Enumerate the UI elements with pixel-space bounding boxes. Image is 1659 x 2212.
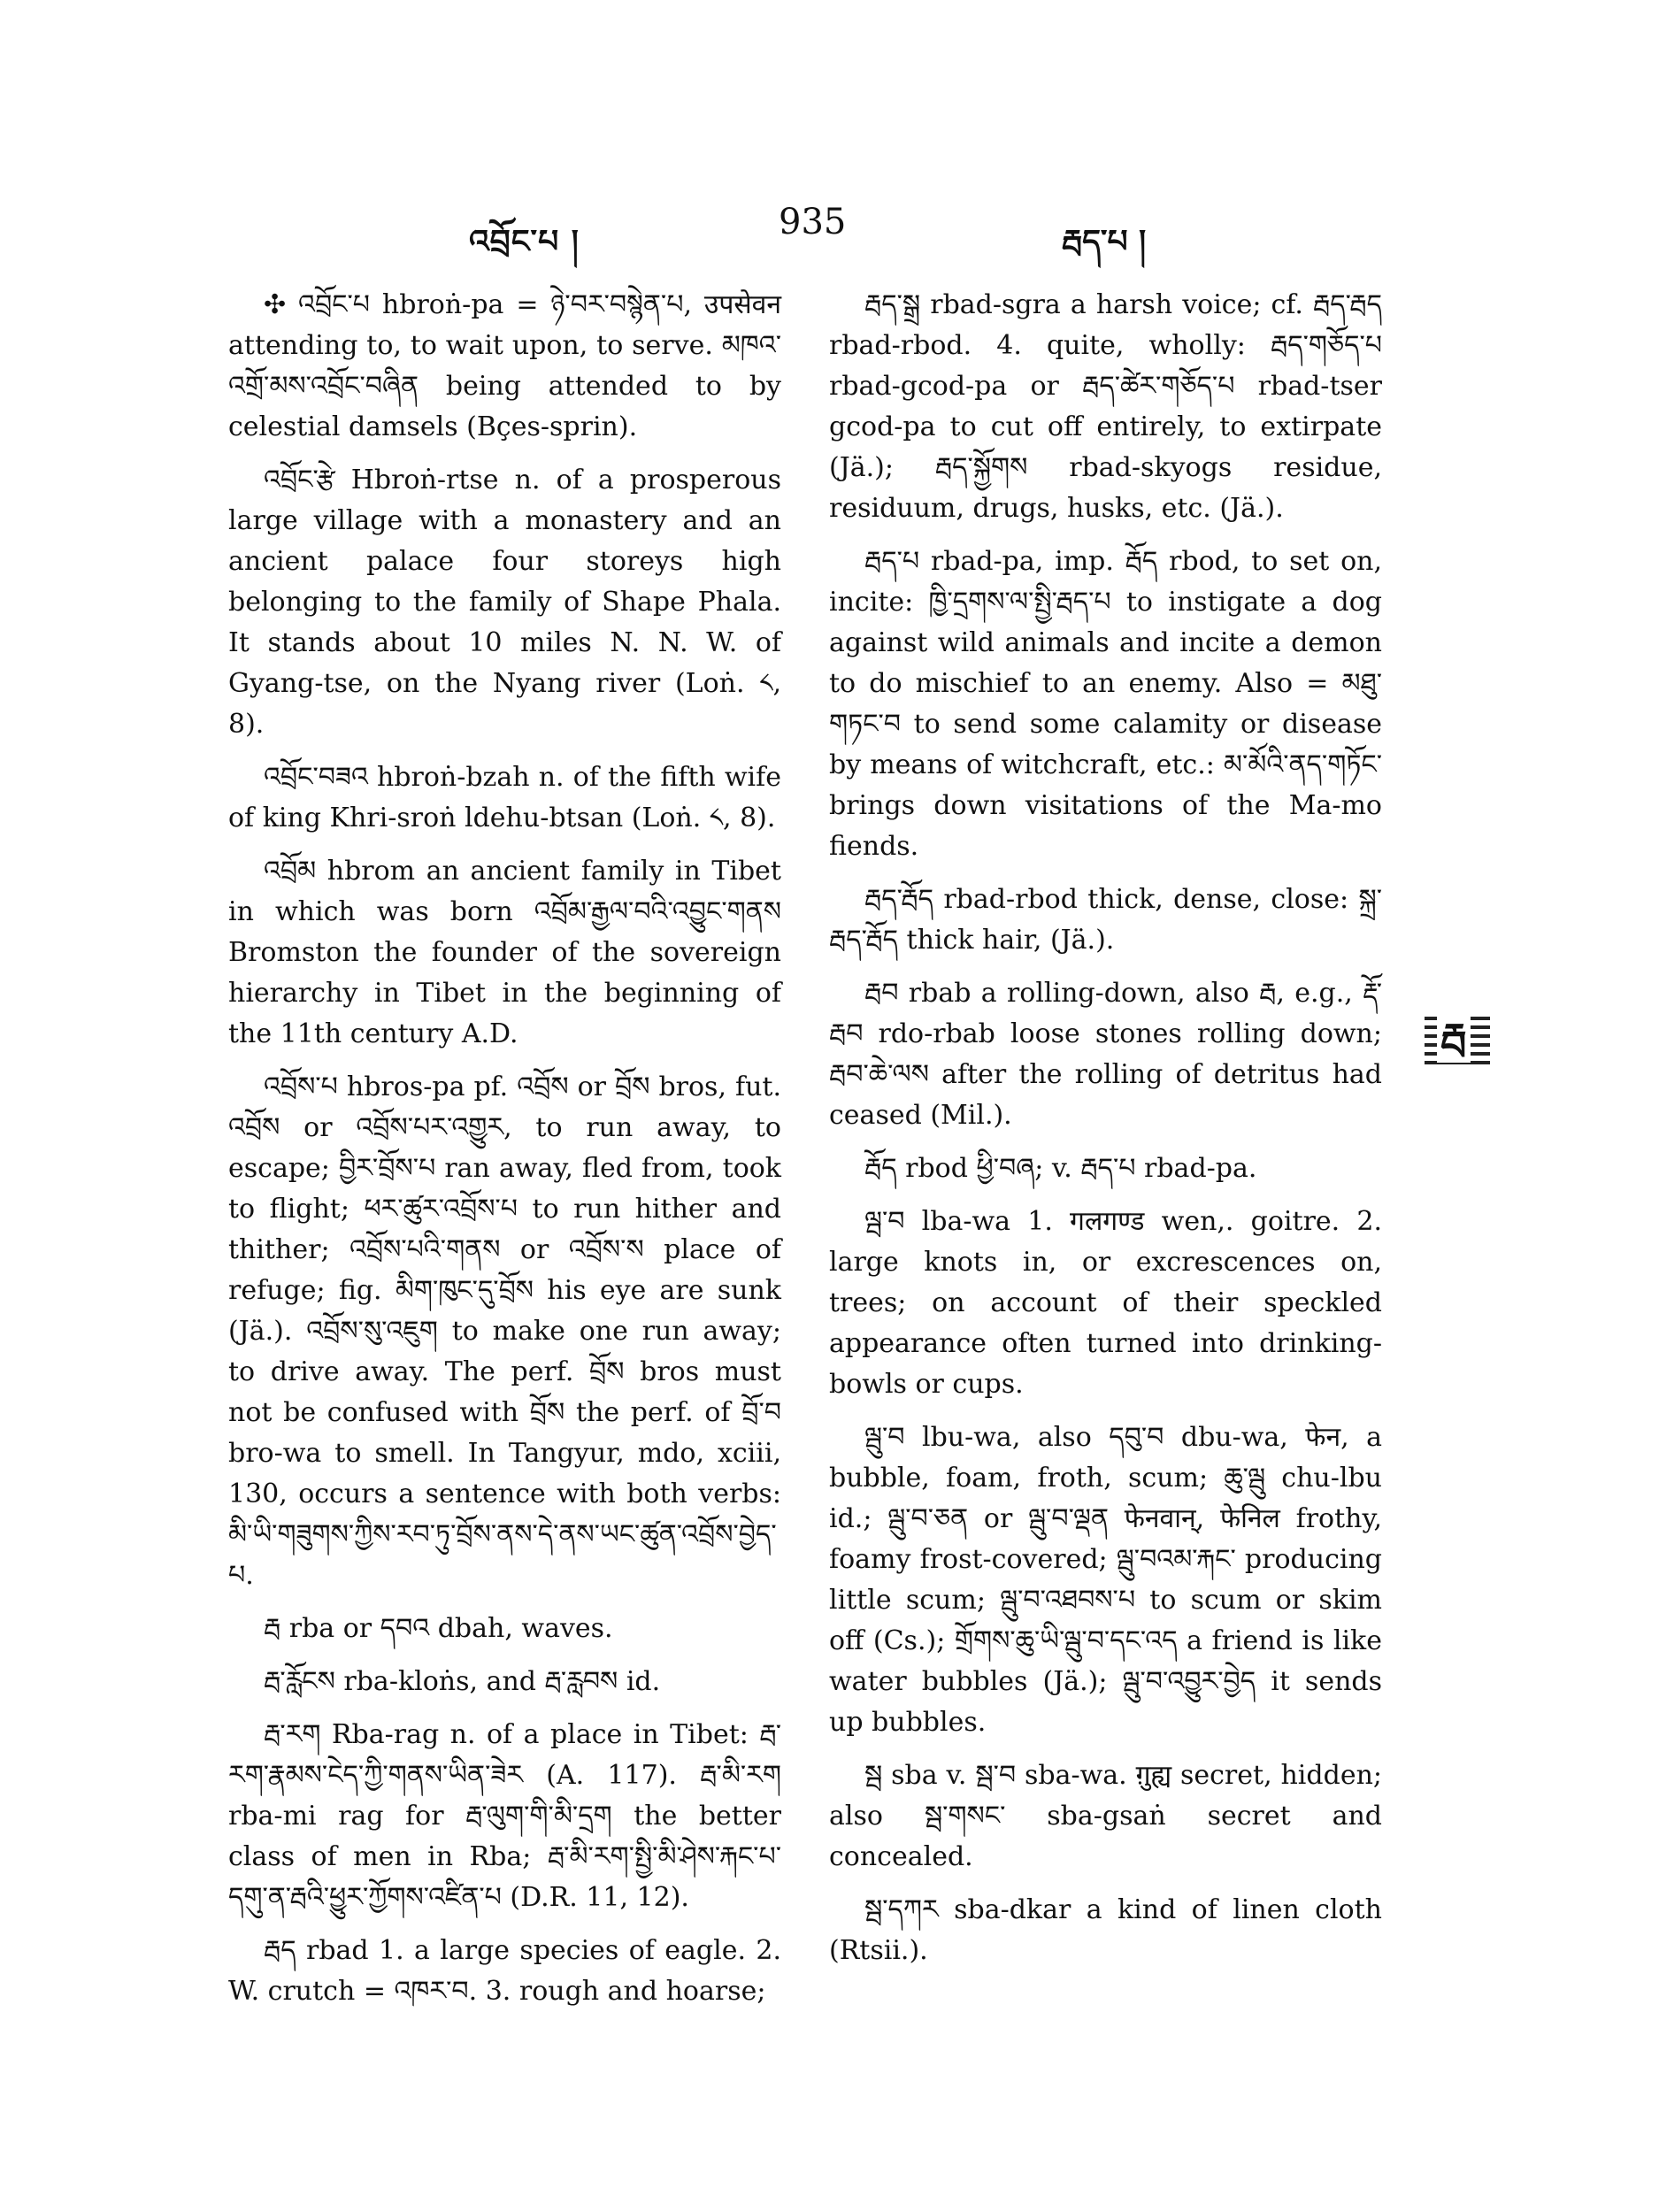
entry-sba: སྦ sba v. སྦ་བ sba-wa. ग़ुह्य secret, hidden; also སྦ་གསང་ sba-gsaṅ secret and concealed. [829, 1760, 1382, 1872]
entry-rbab: རྦབ rbab a rolling-down, also རྦ, e.g., རྡོ་རྦབ rdo-rbab loose stones rolling down; རྦབ་ཆེ་ལས after the rolling of detritus had ceased (Mil.). [829, 978, 1382, 1131]
entry-rbad-continued: རྦད་སྒྲ rbad-sgra a harsh voice; cf. རྦད་རྦད rbad-rbod. 4. quite, wholly: རྦད་གཅོད་པ rbad-gcod-pa or རྦད་ཚེར་གཅོད་པ rbad-tser gcod-pa to cut off entirely, to extirpate (Jä.); རྦད་སྐྱོགས rbad-skyogs residue, residuum, drugs, husks, etc. (Jä.). [829, 289, 1382, 524]
entry-rbad-pa: རྦད་པ rbad-pa, imp. རྦོད rbod, to set on, incite: ཁྱི་དྲགས་ལ་སྤྱི་རྦད་པ to instigate a dog against wild animals and incite a demon to do mischief to an enemy. Also = མཐུ་གཏང་བ to send some calamity or disease by means of witchcraft, etc.: མ་མོའི་ནད་གཏོང་ brings down visitations of the Ma-mo fiends. [829, 546, 1382, 862]
page-header [221, 202, 1416, 260]
entry-lba-wa: ལྦ་བ lba-wa 1. गलगण्ड wen,. goitre. 2. large knots in, or excrescences on, trees; on account of their speckled appearance often turned into drinking-bowls or cups. [829, 1206, 1382, 1400]
entry-sba-dkar: སྦ་དཀར sba-dkar a kind of linen cloth (Rtsii.). [829, 1894, 1382, 1966]
thumb-index-mark [1425, 1013, 1490, 1068]
entry-rba-rag: རྦ་རག Rba-rag n. of a place in Tibet: རྦ་རག་རྣམས་ངེད་ཀྱི་གནས་ཡིན་ཟེར (A. 117). རྦ་མི་རག rba-mi rag for རྦ་ལུག་གི་མི་དྲག the better class of men in Rba; རྦ་མི་རག་སྤྱི་མི་ཤེས་རྐང་པ་དགུ་ན་རྦའི་ཕྱུར་ཀྱོགས་འཛིན་པ (D.R. 11, 12). [228, 1719, 781, 1913]
running-head-left: འབྲོང་པ ། [469, 223, 580, 260]
entry-lbu-wa: ལྦུ་བ lbu-wa, also དབུ་བ dbu-wa, फेन, a bubble, foam, froth, scum; ཆུ་ལྦུ chu-lbu id.; ལྦུ་བ་ཅན or ལྦུ་བ་ལྡན फेनवान्, फेनिल frothy, foamy frost-covered; ལྦུ་བའམ་རྐང་ producing little scum; ལྦུ་བ་འཐབས་པ to scum or skim off (Cs.); གྲོགས་ཆུ་ཡི་ལྦུ་བ་དང་འད a friend is like water bubbles (Jä.); ལྦུ་བ་འབྱུར་བྱེད it sends up bubbles. [829, 1422, 1382, 1738]
page-number: 935 [779, 202, 847, 242]
entry-rba: རྦ rba or དབའ dbah, waves. [264, 1613, 613, 1644]
entry-hbron-pa: ✣ འབྲོང་པ hbroṅ-pa = ཉེ་བར་བསྙེན་པ, उपसेवन attending to, to wait upon, to serve. མཁའ་འགྲོ་མས་འབྲོང་བཞིན being attended to by celestial damsels (Bçes-sprin). [228, 289, 781, 442]
entry-rba-klons: རྦ་རློངས rba-kloṅs, and རྦ་རླབས id. [264, 1666, 661, 1697]
thumb-index-letter: རྦ [1437, 1013, 1471, 1063]
entry-hbrom: འབྲོམ hbrom an ancient family in Tibet in which was born འབྲོམ་རྒྱལ་བའི་འབྱུང་གནས Bromston the founder of the sovereign hierarchy in Tibet in the beginning of the 11th century A.D. [228, 856, 781, 1049]
entry-hbros-pa: འབྲོས་པ hbros-pa pf. འབྲོས or བྲོས bros, fut. འབྲོས or འབྲོས་པར་འགྱུར, to run away, to escape; བྱིར་བྲོས་པ ran away, fled from, took to flight; ཕར་ཚུར་འབྲོས་པ to run hither and thither; འབྲོས་པའི་གནས or འབྲོས་ས place of refuge; fig. མིག་ཁུང་དུ་བྲོས his eye are sunk (Jä.). འབྲོས་སུ་འཇུག to make one run away; to drive away. The perf. བྲོས bros must not be confused with བྲོས the perf. of བྲོ་བ bro-wa to smell. In Tangyur, mdo, xciii, 130, occurs a sentence with both verbs: མི་ཡི་གཟུགས་ཀྱིས་རབ་ཏུ་བྲོས་ནས་དེ་ནས་ཡང་ཚུན་འབྲོས་བྱེད་པ. [228, 1071, 781, 1591]
running-head-right: རྦད་པ ། [1062, 223, 1147, 260]
entry-hbron-bzah: འབྲོང་བཟའ hbroṅ-bzah n. of the fifth wife of king Khri-sroṅ ldehu-btsan (Loṅ. ༨, 8). [228, 762, 781, 833]
entry-hbron-rtse: འབྲོང་རྩེ Hbroṅ-rtse n. of a prosperous large village with a monastery and an ancient palace four storeys high belonging to the family of Shape Phala. It stands about 10 miles N. N. W. of Gyang-tse, on the Nyang river (Loṅ. ༨, 8). [228, 465, 781, 740]
entry-rbod: རྦོད rbod ཕྱི་བཞ; v. རྦད་པ rbad-pa. [864, 1153, 1257, 1184]
left-column [228, 285, 781, 2024]
right-column [829, 285, 1382, 1984]
entry-rbad: རྦད rbad 1. a large species of eagle. 2. W. crutch = འཁར་བ. 3. rough and hoarse; [228, 1935, 781, 2007]
entry-rbad-rbod: རྦད་རྦོད rbad-rbod thick, dense, close: སྐྲ་རྦད་རྦོད thick hair, (Jä.). [829, 884, 1382, 956]
